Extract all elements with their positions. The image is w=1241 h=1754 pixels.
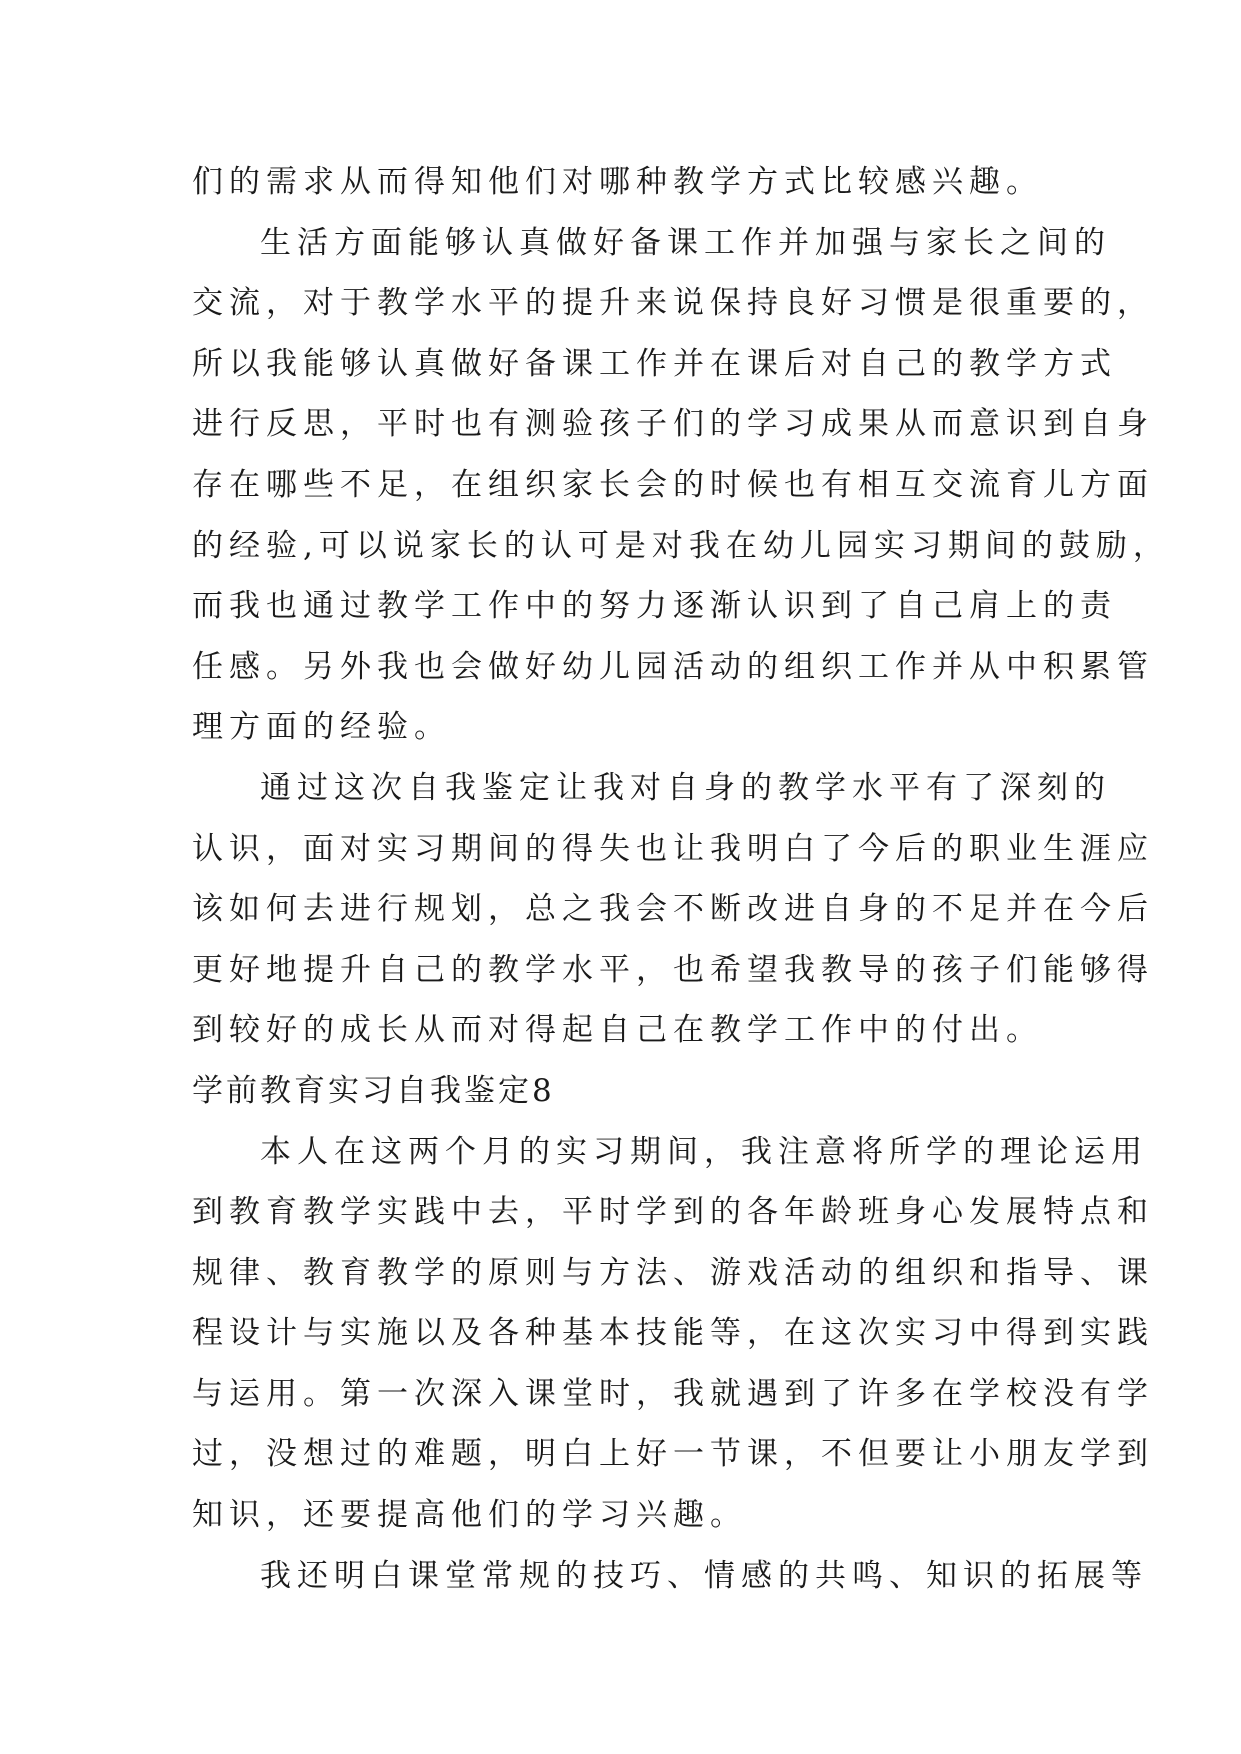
text-line: 知识，还要提高他们的学习兴趣。 (192, 1497, 747, 1534)
section-heading: 学前教育实习自我鉴定8 (192, 1072, 555, 1109)
text-line: 规律、教育教学的原则与方法、游戏活动的组织和指导、课 (192, 1254, 1154, 1291)
text-line: 任感。另外我也会做好幼儿园活动的组织工作并从中积累管 (192, 648, 1154, 685)
text-line: 理方面的经验。 (192, 709, 451, 746)
text-line: 过，没想过的难题，明白上好一节课，不但要让小朋友学到 (192, 1436, 1154, 1473)
text-line: 而我也通过教学工作中的努力逐渐认识到了自己肩上的责 (192, 588, 1117, 625)
paragraph-start-line: 我还明白课堂常规的技巧、情感的共鸣、知识的拓展等 (260, 1557, 1148, 1594)
text-line: 认识，面对实习期间的得失也让我明白了今后的职业生涯应 (192, 830, 1154, 867)
text-line: 更好地提升自己的教学水平，也希望我教导的孩子们能够得 (192, 951, 1154, 988)
text-line: 交流，对于教学水平的提升来说保持良好习惯是很重要的， (192, 285, 1154, 322)
text-line: 与运用。第一次深入课堂时，我就遇到了许多在学校没有学 (192, 1375, 1154, 1412)
text-line: 该如何去进行规划，总之我会不断改进自身的不足并在今后 (192, 891, 1154, 928)
document-body (192, 152, 1170, 1606)
text-line: 程设计与实施以及各种基本技能等，在这次实习中得到实践 (192, 1315, 1154, 1352)
paragraph-start-line: 生活方面能够认真做好备课工作并加强与家长之间的 (260, 224, 1111, 261)
text-line: 进行反思，平时也有测验孩子们的学习成果从而意识到自身 (192, 406, 1154, 443)
text-line: 到较好的成长从而对得起自己在教学工作中的付出。 (192, 1012, 1043, 1049)
text-line: 存在哪些不足，在组织家长会的时候也有相互交流育儿方面 (192, 466, 1154, 503)
paragraph-start-line: 通过这次自我鉴定让我对自身的教学水平有了深刻的 (260, 769, 1111, 806)
text-line: 们的需求从而得知他们对哪种教学方式比较感兴趣。 (192, 164, 1043, 200)
text-line: 所以我能够认真做好备课工作并在课后对自己的教学方式 (192, 345, 1117, 382)
text-line: 到教育教学实践中去，平时学到的各年龄班身心发展特点和 (192, 1194, 1154, 1231)
paragraph-start-line: 本人在这两个月的实习期间，我注意将所学的理论运用 (260, 1133, 1148, 1170)
text-line: 的经验,可以说家长的认可是对我在幼儿园实习期间的鼓励， (192, 527, 1170, 564)
